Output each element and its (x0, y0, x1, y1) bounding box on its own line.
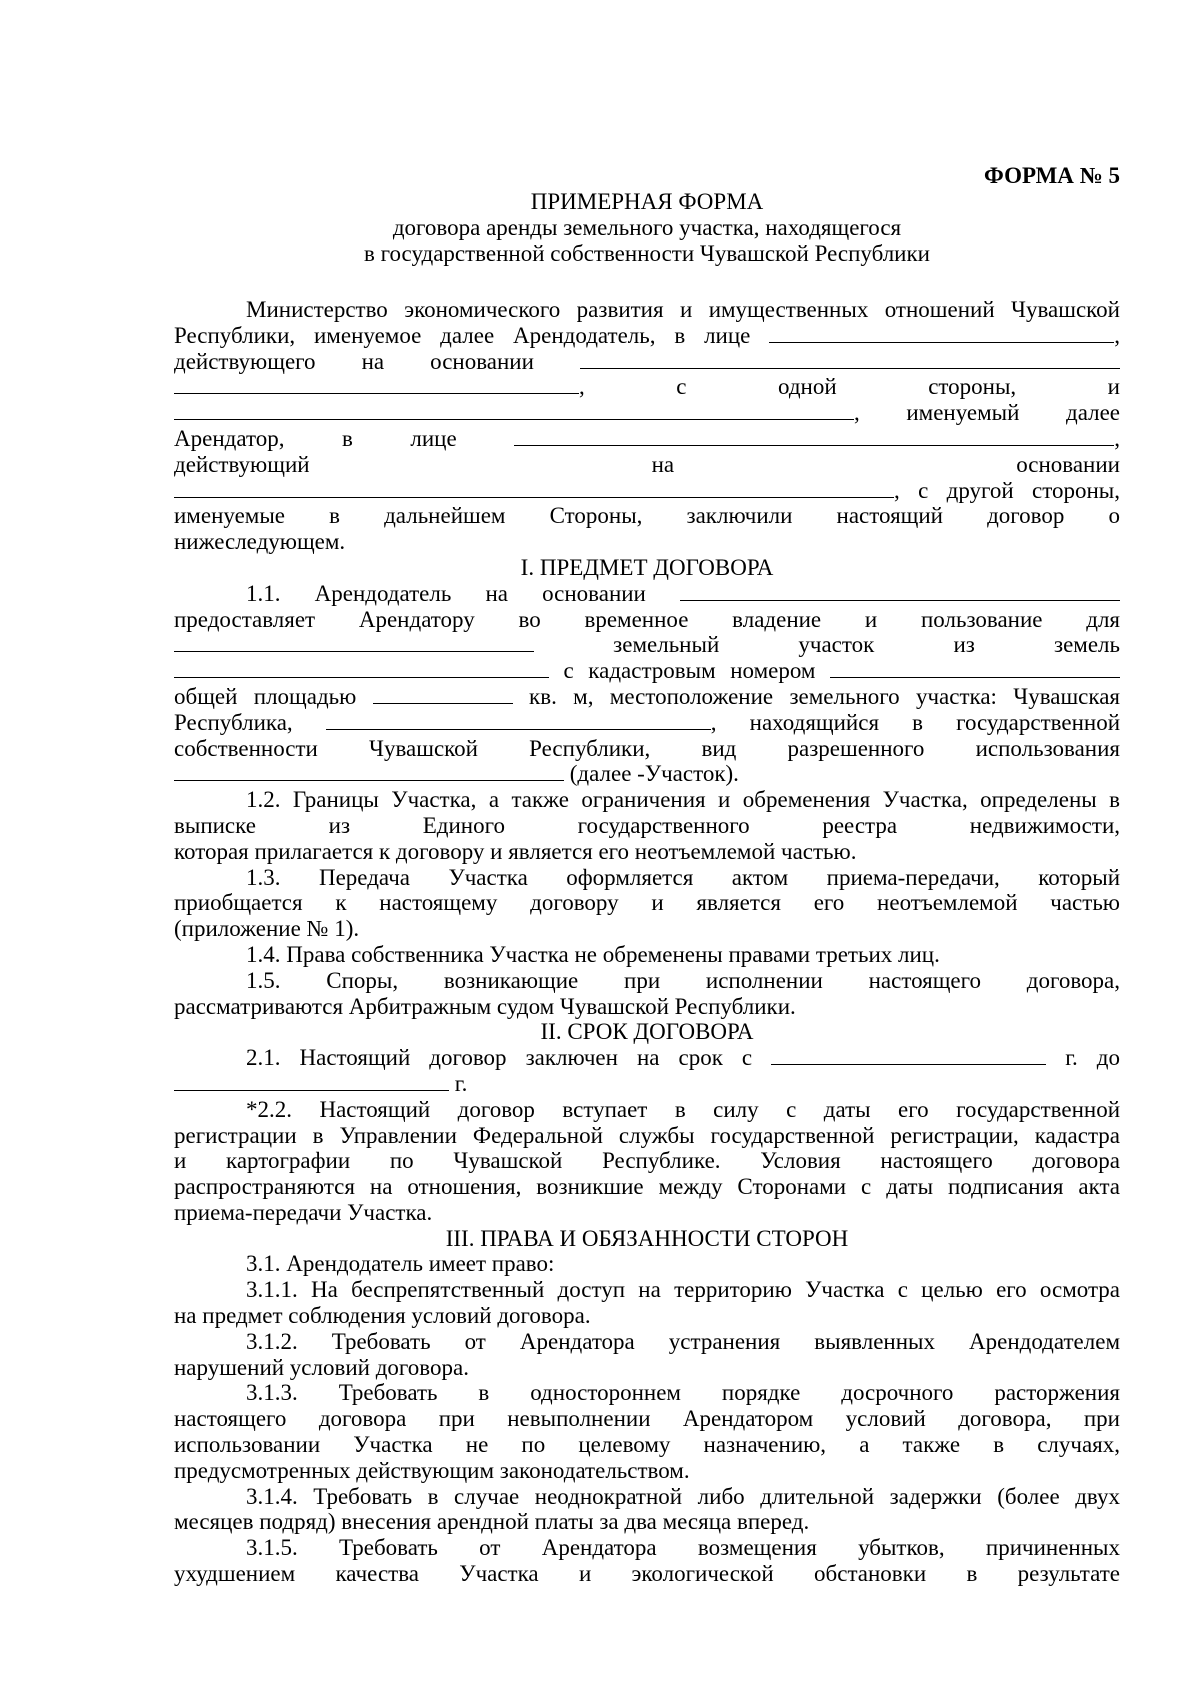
clause-line: приема-передачи Участка. (174, 1199, 433, 1225)
form-number: ФОРМА № 5 (984, 163, 1120, 188)
blank-line (174, 658, 549, 678)
preamble-line: Республики, именуемое далее Арендодатель, в лице , (174, 322, 1120, 348)
clause-line: 1.5. Споры, возникающие при исполнении настоящего договора, (246, 967, 1120, 993)
blank-line (174, 632, 534, 652)
blank-line (514, 426, 1114, 446)
clause-line: настоящего договора при невыполнении Арендатором условий договора, при (174, 1406, 1120, 1432)
clause-line: предоставляет Арендатору во временное владение и пользование для (174, 606, 1120, 632)
clause-line: 1.3. Передача Участка оформляется актом приема-передачи, который (246, 864, 1120, 890)
doc-title: ПРИМЕРНАЯ ФОРМА (530, 189, 764, 214)
doc-subtitle-1: договора аренды земельного участка, находящегося (392, 215, 902, 240)
clause-line: выписке из Единого государственного реестра недвижимости, (174, 812, 1120, 838)
clause-line: рассматриваются Арбитражным судом Чувашской Республики. (174, 993, 796, 1019)
clause-line: 3.1.1. На беспрепятственный доступ на территорию Участка с целью его осмотра (246, 1277, 1120, 1303)
blank-line (580, 349, 1120, 369)
preamble-line: Министерство экономического развития и имущественных отношений Чувашской (246, 297, 1120, 322)
clause-line: нарушений условий договора. (174, 1354, 469, 1380)
clause-line: использовании Участка не по целевому назначению, а также в случаях, (174, 1432, 1120, 1458)
clause-line: 2.1. Настоящий договор заключен на срок с г. до (246, 1045, 1121, 1071)
preamble-line: Арендатор, в лице , (174, 425, 1120, 451)
preamble-line: , с другой стороны, (174, 478, 1120, 504)
clause-line: 3.1.5. Требовать от Арендатора возмещения убытков, причиненных (246, 1535, 1120, 1561)
blank-line (326, 710, 711, 730)
clause-line: Республика, , находящийся в государственной (174, 709, 1121, 735)
document-body (174, 297, 1120, 1587)
clause-line: 1.1. Арендодатель на основании (174, 581, 1120, 607)
clause-line: (приложение № 1). (174, 916, 360, 942)
clause-line: земельный участок из земель (174, 632, 1120, 658)
preamble-line: именуемые в дальнейшем Стороны, заключили настоящий договор о (174, 503, 1120, 529)
blank-line (771, 1045, 1046, 1065)
clause-line: приобщается к настоящему договору и является его неотъемлемой частью (174, 890, 1120, 916)
clause-line: собственности Чувашской Республики, вид разрешенного использования (174, 735, 1120, 761)
clause-line: 3.1.4. Требовать в случае неоднократной либо длительной задержки (более двух (246, 1483, 1120, 1509)
blank-line (174, 1071, 449, 1091)
clause-line: 1.2. Границы Участка, а также ограничения и обременения Участка, определены в (246, 787, 1120, 813)
section-heading: III. ПРАВА И ОБЯЗАННОСТИ СТОРОН (445, 1225, 849, 1251)
clause-line: *2.2. Настоящий договор вступает в силу с даты его государственной (246, 1096, 1120, 1122)
clause-line: 3.1.3. Требовать в одностороннем порядке досрочного расторжения (246, 1380, 1120, 1406)
doc-subtitle-2: в государственной собственности Чувашской Республики (364, 241, 930, 266)
clause-line: предусмотренных действующим законодательством. (174, 1457, 690, 1483)
blank-line (174, 400, 854, 420)
clause-line: регистрации в Управлении Федеральной службы государственной регистрации, кадастра (174, 1122, 1120, 1148)
blank-line (174, 374, 579, 394)
clause-line: 1.4. Права собственника Участка не обременены правами третьих лиц. (246, 941, 940, 967)
clause-line: которая прилагается к договору и является его неотъемлемой частью. (174, 838, 857, 864)
preamble-line: , с одной стороны, и (174, 374, 1120, 400)
preamble-line: действующий на основании (174, 451, 1120, 477)
preamble-line: , именуемый далее (174, 400, 1120, 426)
clause-line: месяцев подряд) внесения арендной платы за два месяца вперед. (174, 1509, 810, 1535)
blank-line (373, 684, 513, 704)
clause-line: г. (174, 1071, 1120, 1097)
section-heading: I. ПРЕДМЕТ ДОГОВОРА (520, 554, 774, 580)
blank-line (830, 658, 1120, 678)
blank-line (174, 761, 564, 781)
blank-line (769, 323, 1114, 343)
clause-line: 3.1. Арендодатель имеет право: (246, 1251, 555, 1277)
clause-line: ухудшением качества Участка и экологической обстановки в результате (174, 1561, 1120, 1587)
clause-line: и картографии по Чувашской Республике. Условия настоящего договора (174, 1148, 1120, 1174)
clause-line: распространяются на отношения, возникшие между Сторонами с даты подписания акта (174, 1174, 1120, 1200)
clause-line: с кадастровым номером (174, 658, 1120, 684)
section-heading: II. СРОК ДОГОВОРА (540, 1019, 754, 1045)
clause-line: на предмет соблюдения условий договора. (174, 1303, 591, 1329)
preamble-line: нижеследующем. (174, 529, 346, 555)
blank-line (174, 478, 894, 498)
preamble-line: действующего на основании (174, 349, 1120, 375)
blank-line (680, 581, 1120, 601)
clause-line: 3.1.2. Требовать от Арендатора устранения выявленных Арендодателем (246, 1328, 1120, 1354)
clause-line: общей площадью кв. м, местоположение земельного участка: Чувашская (174, 683, 1121, 709)
clause-line: (далее -Участок). (174, 761, 1120, 787)
